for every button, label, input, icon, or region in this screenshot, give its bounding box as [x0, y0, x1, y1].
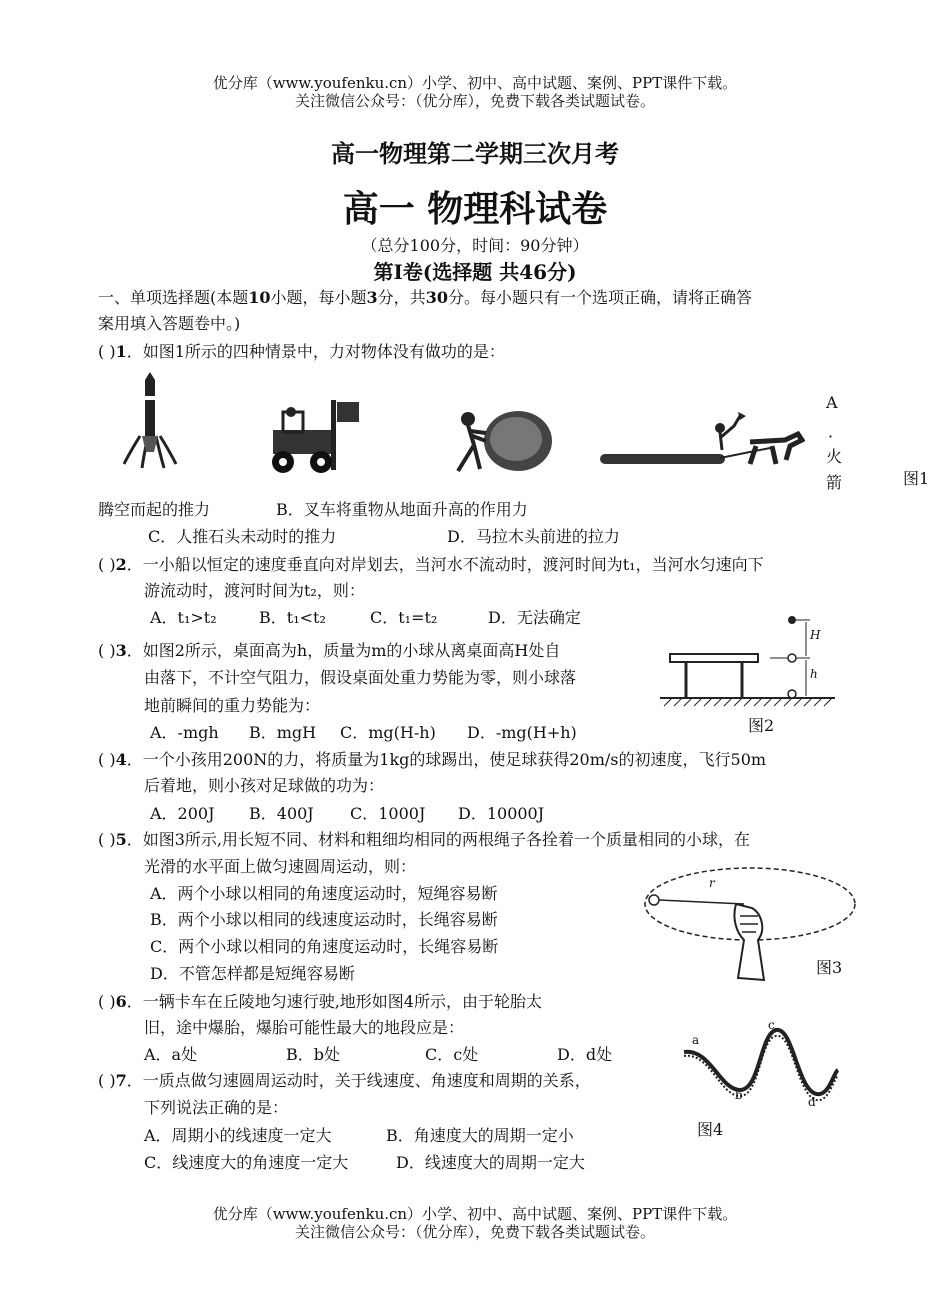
fig4-label-b: b	[735, 1088, 743, 1102]
question-6	[98, 992, 542, 1012]
question-4	[98, 750, 766, 770]
question-1	[98, 342, 505, 362]
intro-count: 10	[248, 288, 271, 307]
q7-option-c: C．线速度大的角速度一定大	[144, 1153, 349, 1172]
q6-option-b: B．b处	[286, 1045, 341, 1064]
section-intro-line-2: 案用填入答题卷中。)	[98, 314, 241, 333]
answer-blank[interactable]: ( )	[98, 1071, 116, 1090]
fig2-label-H: H	[810, 628, 821, 642]
q4-option-a: A．200J	[150, 804, 215, 823]
question-stem: ．如图2所示，桌面高为h，质量为m的小球从离桌面高H处自	[126, 641, 561, 660]
question-stem: ．一个小孩用200N的力，将质量为1kg的球踢出，使足球获得20m/s的初速度，飞行50m	[126, 750, 767, 769]
q3-stem-3: 地前瞬间的重力势能为：	[144, 696, 321, 715]
q5-stem-2: 光滑的水平面上做匀速圆周运动，则：	[144, 857, 417, 876]
horse-log-figure	[600, 410, 805, 470]
figure-1-caption: 图1	[903, 469, 930, 488]
question-stem: ．一质点做匀速圆周运动时，关于线速度、角速度和周期的关系，	[126, 1071, 591, 1090]
q1-option-c: C．人推石头未动时的推力	[148, 527, 337, 546]
footer-line-1: 优分库（www.youfenku.cn）小学、初中、高中试题、案例、PPT课件下载。	[212, 1205, 738, 1223]
hilly-terrain-figure	[680, 1020, 840, 1110]
question-number: 1	[115, 342, 127, 361]
intro-part-a: 一、单项选择题(本题	[98, 288, 249, 307]
q3-option-d: D．-mg(H+h)	[467, 723, 577, 742]
q7-option-a: A．周期小的线速度一定大	[144, 1126, 332, 1145]
answer-blank[interactable]: ( )	[98, 992, 116, 1011]
q5-option-a: A．两个小球以相同的角速度运动时，短绳容易断	[150, 884, 498, 903]
q6-stem-2: 旧，途中爆胎，爆胎可能性最大的地段应是：	[144, 1018, 465, 1037]
side-dot: ．	[828, 422, 845, 441]
rocket-figure	[120, 372, 180, 472]
figure-3-caption: 图3	[816, 958, 843, 977]
intro-part-c: 小题，每小题	[270, 288, 367, 307]
q2-option-b: B．t₁<t₂	[259, 608, 326, 627]
q2-stem-2: 游流动时，渡河时间为t₂，则：	[144, 581, 365, 600]
question-number: 6	[115, 992, 127, 1011]
answer-blank[interactable]: ( )	[98, 342, 116, 361]
answer-blank[interactable]: ( )	[98, 750, 116, 769]
q4-stem-2: 后着地，则小孩对足球做的功为：	[144, 776, 385, 795]
q7-stem-2: 下列说法正确的是：	[144, 1098, 289, 1117]
question-number: 5	[115, 830, 127, 849]
header-line-2: 关注微信公众号：（优分库），免费下载各类试题试卷。	[294, 92, 655, 110]
question-number: 7	[115, 1071, 127, 1090]
q3-stem-2: 由落下，不计空气阻力，假设桌面处重力势能为零，则小球落	[144, 668, 577, 687]
q3-option-c: C．mg(H-h)	[340, 723, 436, 742]
fig4-label-c: c	[768, 1018, 775, 1032]
fig2-label-h: h	[810, 667, 818, 681]
question-stem: ．如图3所示,用长短不同、材料和粗细均相同的两根绳子各拴着一个质量相同的小球，在	[126, 830, 750, 849]
question-3	[98, 641, 560, 661]
q4-option-b: B．400J	[249, 804, 314, 823]
intro-total: 30	[425, 288, 448, 307]
q6-option-d: D．d处	[557, 1045, 613, 1064]
section-intro	[98, 288, 752, 308]
side-char-2: 箭	[826, 473, 843, 492]
footer-line-2: 关注微信公众号：（优分库），免费下载各类试题试卷。	[294, 1223, 655, 1241]
q6-option-a: A．a处	[144, 1045, 198, 1064]
question-7	[98, 1071, 591, 1091]
q1-option-d: D．马拉木头前进的拉力	[447, 527, 620, 546]
fig4-label-d: d	[808, 1095, 816, 1109]
question-2	[98, 555, 764, 575]
q5-option-c: C．两个小球以相同的角速度运动时，长绳容易断	[150, 937, 499, 956]
question-stem: ．如图1所示的四种情景中，力对物体没有做功的是：	[126, 342, 505, 361]
figure-2-caption: 图2	[748, 716, 775, 735]
q7-option-b: B．角速度大的周期一定小	[386, 1126, 574, 1145]
header-line-1: 优分库（www.youfenku.cn）小学、初中、高中试题、案例、PPT课件下载。	[212, 74, 738, 92]
table-ball-figure	[660, 610, 840, 710]
fig3-label-r: r	[709, 876, 715, 890]
answer-blank[interactable]: ( )	[98, 641, 116, 660]
q3-option-b: B．mgH	[249, 723, 317, 742]
q4-option-c: C．1000J	[350, 804, 426, 823]
intro-part-e: 分，共	[377, 288, 426, 307]
q2-option-c: C．t₁=t₂	[370, 608, 438, 627]
question-number: 4	[115, 750, 127, 769]
q3-option-a: A．-mgh	[150, 723, 219, 742]
figure-4-caption: 图4	[697, 1120, 724, 1139]
intro-points: 3	[366, 288, 378, 307]
q4-option-d: D．10000J	[458, 804, 545, 823]
exam-meta: （总分100分，时间：90分钟）	[361, 236, 589, 255]
q1-option-b: B．叉车将重物从地面升高的作用力	[276, 500, 528, 519]
q5-option-d: D．不管怎样都是短绳容易断	[150, 964, 355, 983]
fig4-label-a: a	[692, 1033, 700, 1047]
q7-option-d: D．线速度大的周期一定大	[396, 1153, 585, 1172]
forklift-figure	[265, 400, 365, 475]
question-number: 3	[115, 641, 127, 660]
q5-option-b: B．两个小球以相同的线速度运动时，长绳容易断	[150, 910, 498, 929]
side-letter-a: A	[826, 393, 838, 412]
exam-title-1: 高一物理第二学期三次月考	[331, 140, 619, 168]
answer-blank[interactable]: ( )	[98, 555, 116, 574]
q1-option-a-tail: 腾空而起的推力	[98, 500, 211, 519]
question-number: 2	[115, 555, 127, 574]
q2-option-d: D．无法确定	[488, 608, 581, 627]
exam-title-2: 高一 物理科试卷	[342, 189, 608, 230]
q6-option-c: C．c处	[425, 1045, 479, 1064]
question-stem: ．一辆卡车在丘陵地匀速行驶,地形如图4所示，由于轮胎太	[126, 992, 542, 1011]
part-title: 第I卷(选择题 共46分)	[373, 260, 577, 284]
question-5	[98, 830, 750, 850]
intro-part-g: 分。每小题只有一个选项正确，请将正确答	[447, 288, 752, 307]
answer-blank[interactable]: ( )	[98, 830, 116, 849]
side-char-1: 火	[826, 447, 843, 466]
question-stem: ．一小船以恒定的速度垂直向对岸划去，当河水不流动时，渡河时间为t₁，当河水匀速向下	[126, 555, 764, 574]
q2-option-a: A．t₁>t₂	[150, 608, 217, 627]
push-rock-figure	[440, 405, 555, 475]
